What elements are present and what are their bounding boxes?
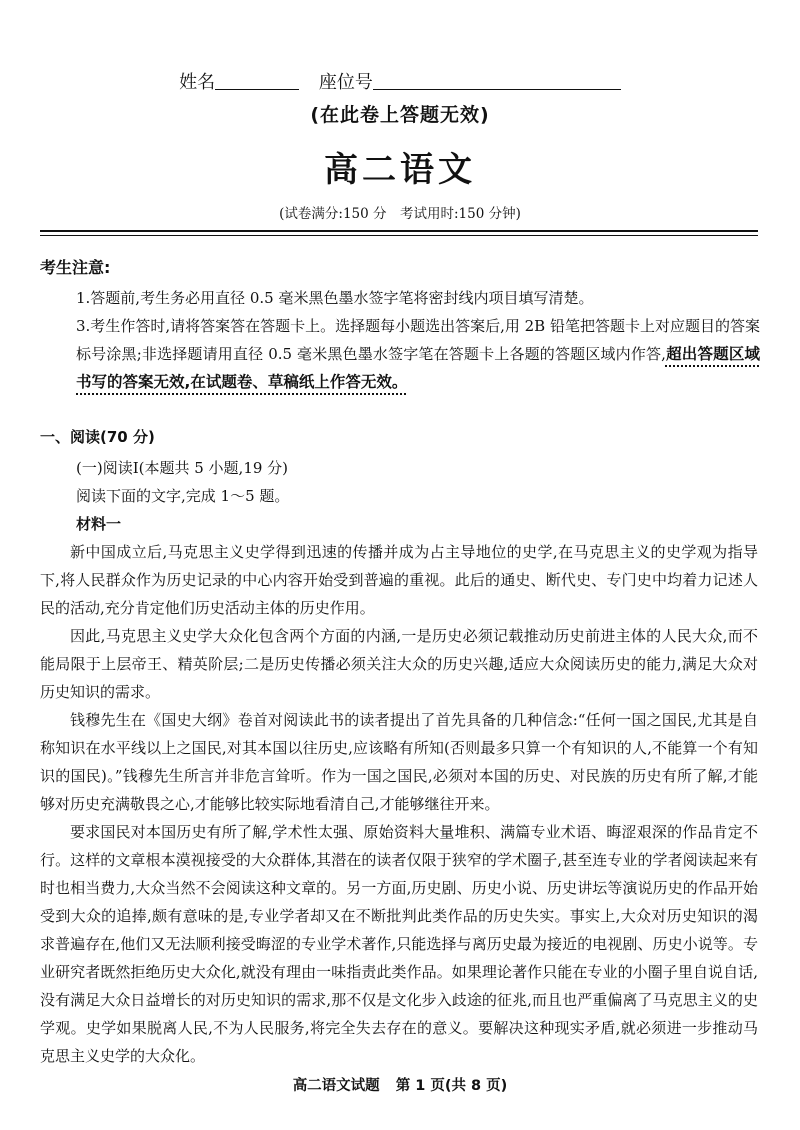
divider-thin [40,235,758,236]
name-label: 姓名 [179,72,216,93]
footer-page-number: 第 1 页(共 8 页) [395,1078,508,1094]
note-item-3-text: 3.考生作答时,请将答案答在答题卡上。选择题每小题选出答案后,用 2B 铅笔把答题卡上对应题目的答案标号涂黑;非选择题请用直径 0.5 毫米黑色墨水签字笔在答题卡上各题的答题区域内作答, [76,317,760,363]
paragraph: 因此,马克思主义史学大众化包含两个方面的内涵,一是历史必须记载推动历史前进主体的人民大众,而不能局限于上层帝王、精英阶层;二是历史传播必须关注大众的历史兴趣,适应大众阅读历史的能力,满足大众对历史知识的需求。 [40,627,758,701]
instruction: 阅读下面的文字,完成 1～5 题。 [76,487,290,505]
material-label: 材料一 [76,515,122,533]
paragraph: 要求国民对本国历史有所了解,学术性太强、原始资料大量堆积、满篇专业术语、晦涩艰深的作品肯定不行。这样的文章根本漠视接受的大众群体,其潜在的读者仅限于狭窄的学术圈子,甚至连专业的学者阅读起来有时也相当费力,大众当然不会阅读这种文章的。另一方面,历史剧、历史小说、历史讲坛等演说历史的作品开始受到大众的追捧,颇有意味的是,专业学者却又在不断批判此类作品的历史失实。事实上,大众对历史知识的渴求普遍存在,他们又无法顺利接受晦涩的专业学术著作,只能选择与离历史最为接近的电视剧、历史小说等。专业研究者既然拒绝历史大众化,就没有理由一味指责此类作品。如果理论著作只能在专业的小圈子里自说自话,没有满足大众日益增长的对历史知识的需求,那不仅是文化步入歧途的征兆,而且也严重偏离了马克思主义的史学观。史学如果脱离人民,不为人民服务,将完全失去存在的意义。要解决这种现实矛盾,就必须进一步推动马克思主义史学的大众化。 [40,823,758,1065]
invalid-notice: (在此卷上答题无效) [310,104,490,126]
candidate-info-line [0,68,800,94]
paragraph: 新中国成立后,马克思主义史学得到迅速的传播并成为占主导地位的史学,在马克思主义的史学观为指导下,将人民群众作为历史记录的中心内容开始受到普遍的重视。此后的通史、断代史、专门史中均着力记述人民的活动,充分肯定他们历史活动主体的历史作用。 [40,543,758,617]
section-heading: 一、阅读(70 分) [40,428,155,446]
note-item-1: 1.答题前,考生务必用直径 0.5 毫米黑色墨水签字笔将密封线内项目填写清楚。 [76,289,594,307]
name-blank [215,73,299,90]
seat-blank [373,73,621,90]
paragraph: 钱穆先生在《国史大纲》卷首对阅读此书的读者提出了首先具备的几种信念:“任何一国之国民,尤其是自称知识在水平线以上之国民,对其本国以往历史,应该略有所知(否则最多只算一个有知识的人,不能算一个有知识的国民)。”钱穆先生所言并非危言耸听。作为一国之国民,必须对本国的历史、对民族的历史有所了解,才能够对历史充满敬畏之心,才能够比较实际地看清自己,才能够继往开来。 [40,711,758,813]
seat-label: 座位号 [318,72,373,93]
note-item-3-emphasis: 超出答题区域书写的答案无效,在试题卷、草稿纸上作答无效。 [76,345,760,391]
exam-info: (试卷满分:150 分 考试用时:150 分钟) [279,206,521,222]
page-footer [0,1074,800,1095]
footer-exam-name: 高二语文试题 [292,1078,380,1094]
page-title: 高二语文 [324,150,476,190]
passage [40,538,758,1070]
notes-heading: 考生注意: [40,258,111,277]
divider-thick [40,230,758,232]
subsection-heading: (一)阅读Ⅰ(本题共 5 小题,19 分) [76,459,289,477]
note-item-3 [76,312,760,396]
